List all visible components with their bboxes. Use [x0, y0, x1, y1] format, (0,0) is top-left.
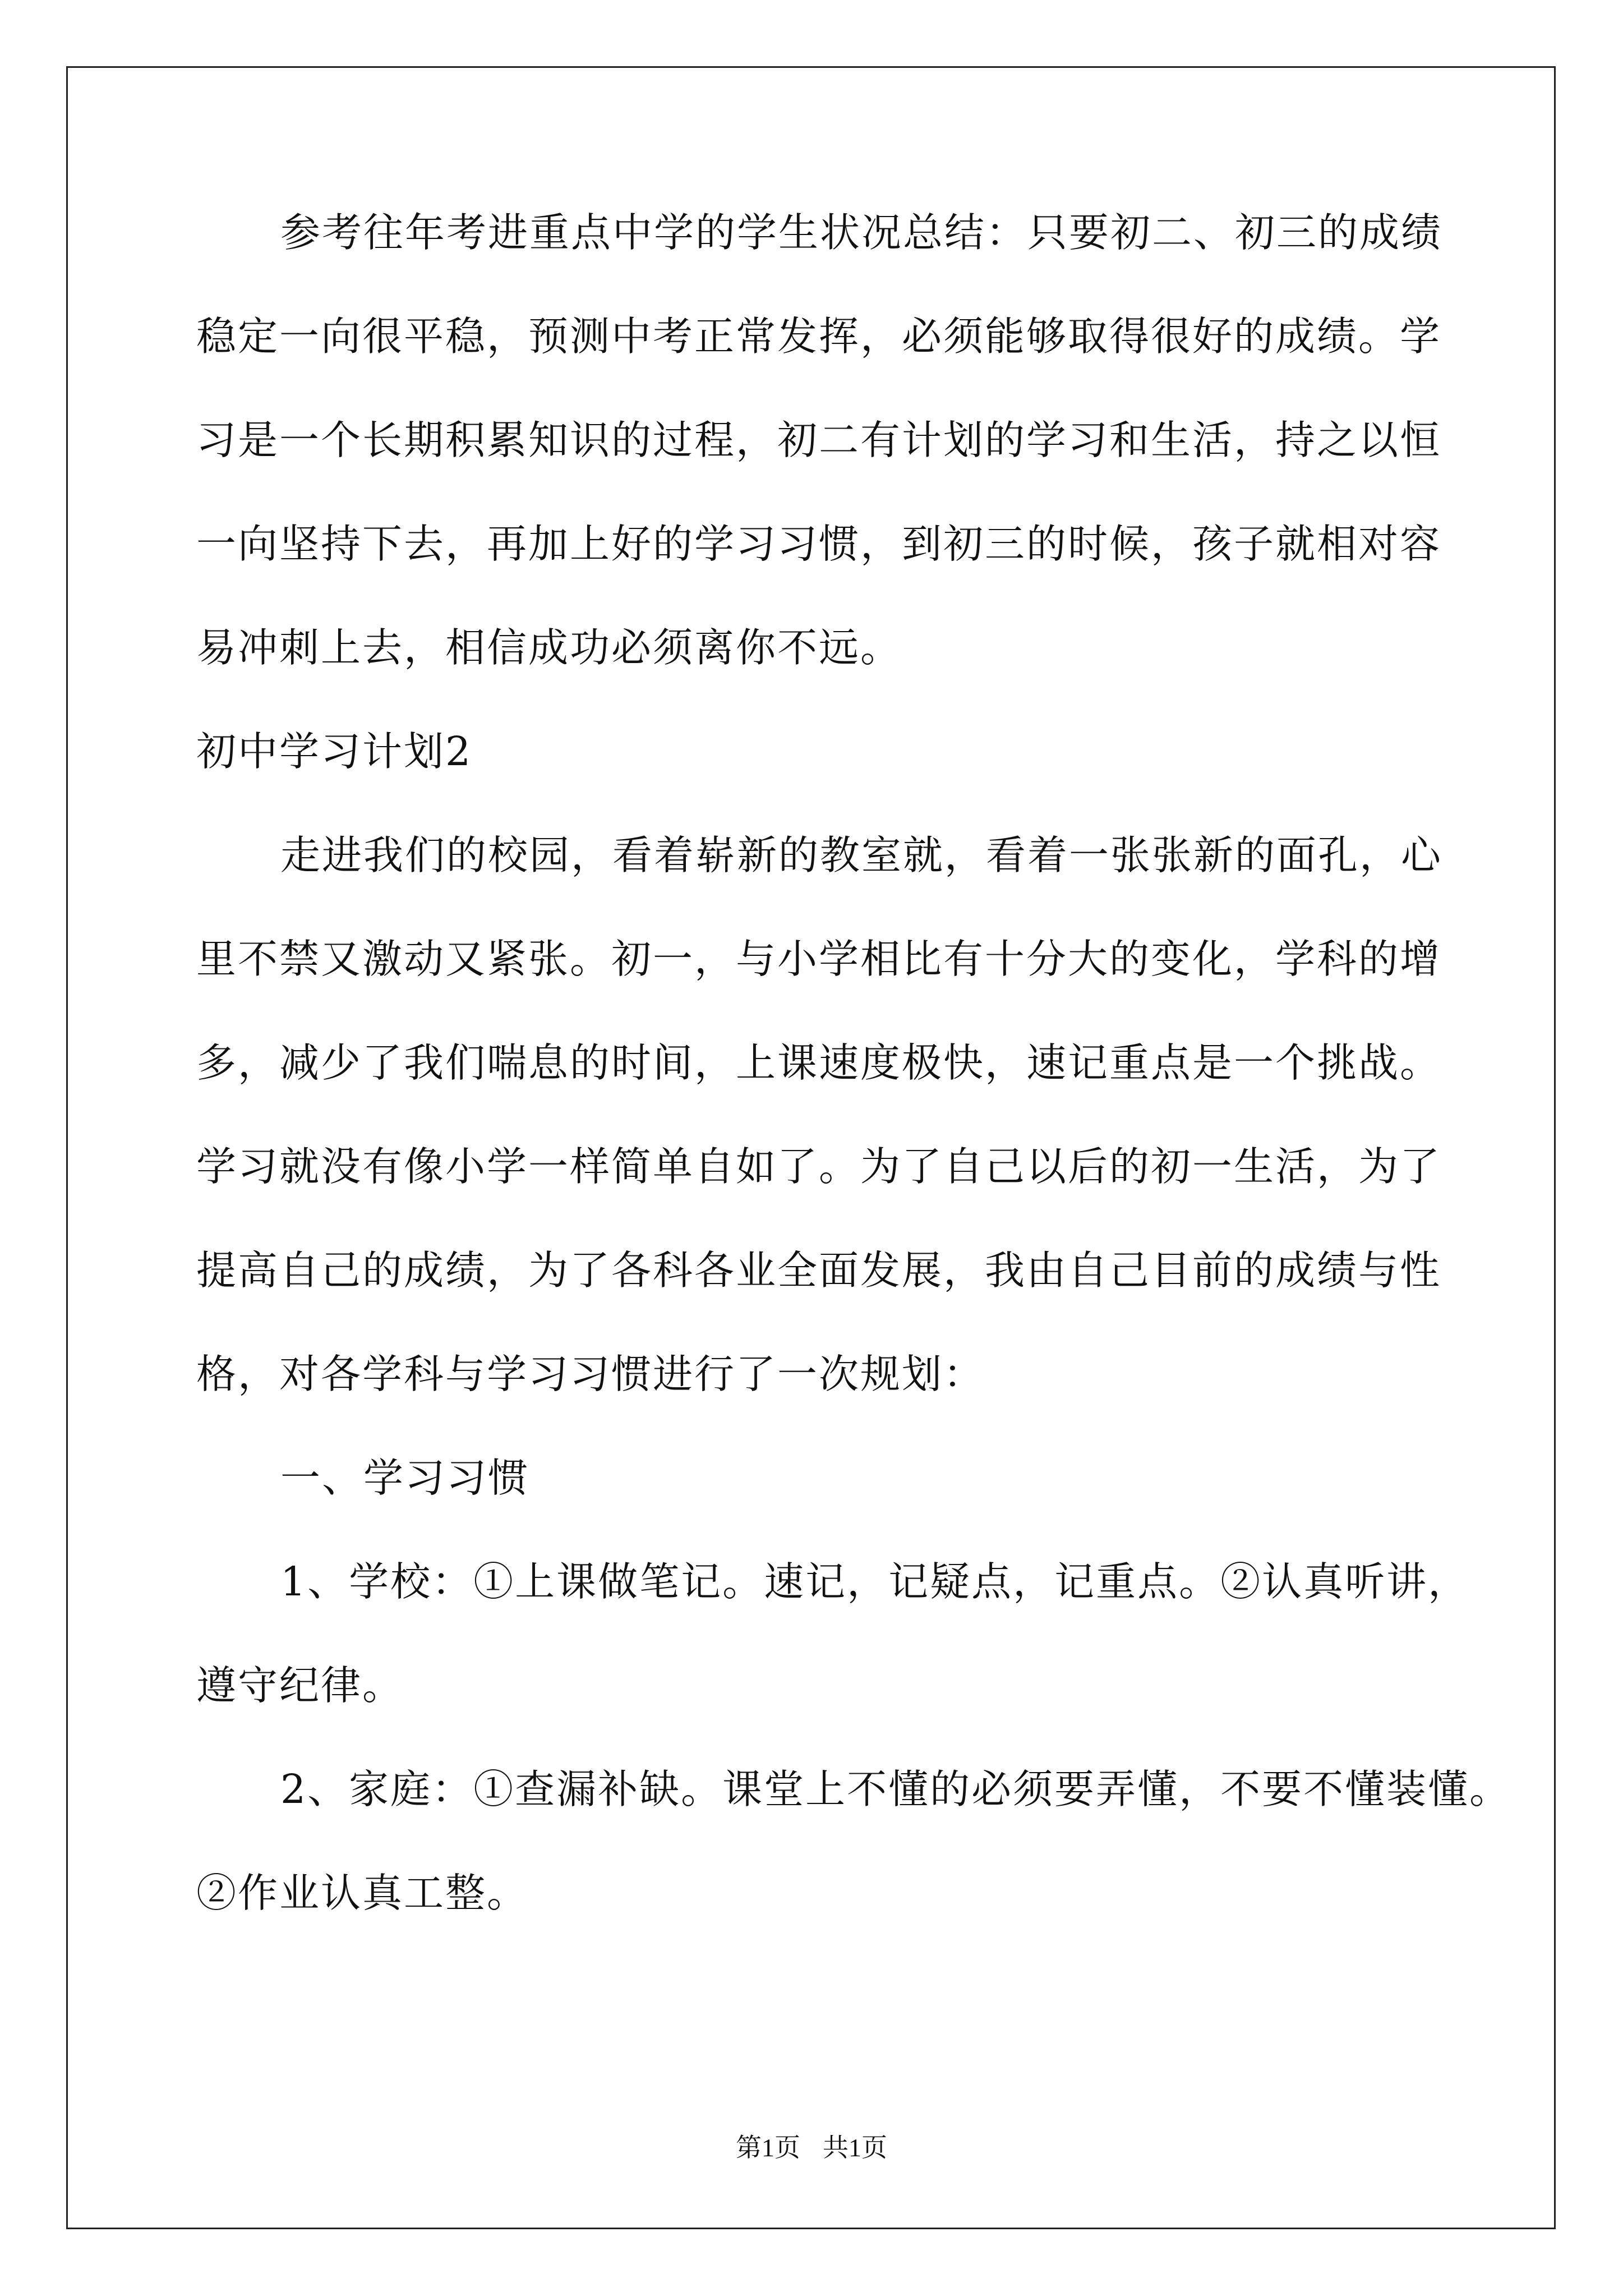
text-line: ②作业认真工整。: [196, 1870, 529, 1916]
text-line: 稳定一向很平稳，预测中考正常发挥，必须能够取得很好的成绩。学: [196, 313, 1442, 360]
subheading: 一、学习习惯: [280, 1455, 530, 1501]
text-line: 里不禁又激动又紧张。初一，与小学相比有十分大的变化，学科的增: [196, 936, 1442, 982]
page-number: 第1页: [736, 2133, 800, 2162]
text-line: 多，减少了我们喘息的时间，上课速度极快，速记重点是一个挑战。: [196, 1039, 1442, 1086]
text-line: 1、学校：①上课做笔记。速记，记疑点，记重点。②认真听讲，: [280, 1558, 1470, 1605]
text-line: 格，对各学科与学习习惯进行了一次规划：: [196, 1351, 985, 1397]
text-line: 学习就没有像小学一样简单自如了。为了自己以后的初一生活，为了: [196, 1143, 1442, 1190]
text-line: 习是一个长期积累知识的过程，初二有计划的学习和生活，持之以恒: [196, 417, 1442, 463]
text-line: 遵守纪律。: [196, 1662, 404, 1709]
page-total: 共1页: [823, 2133, 887, 2162]
page-footer: [0, 2127, 1623, 2164]
section-heading: 初中学习计划2: [196, 728, 473, 775]
text-line: 走进我们的校园，看着崭新的教室就，看着一张张新的面孔，心: [280, 832, 1443, 878]
text-line: 易冲刺上去，相信成功必须离你不远。: [196, 624, 902, 671]
text-line: 一向坚持下去，再加上好的学习习惯，到初三的时候，孩子就相对容: [196, 521, 1442, 567]
text-line: 提高自己的成绩，为了各科各业全面发展，我由自己目前的成绩与性: [196, 1247, 1442, 1294]
text-line: 参考往年考进重点中学的学生状况总结：只要初二、初三的成绩: [280, 209, 1443, 256]
text-line: 2、家庭：①查漏补缺。课堂上不懂的必须要弄懂，不要不懂装懂。: [280, 1766, 1511, 1812]
